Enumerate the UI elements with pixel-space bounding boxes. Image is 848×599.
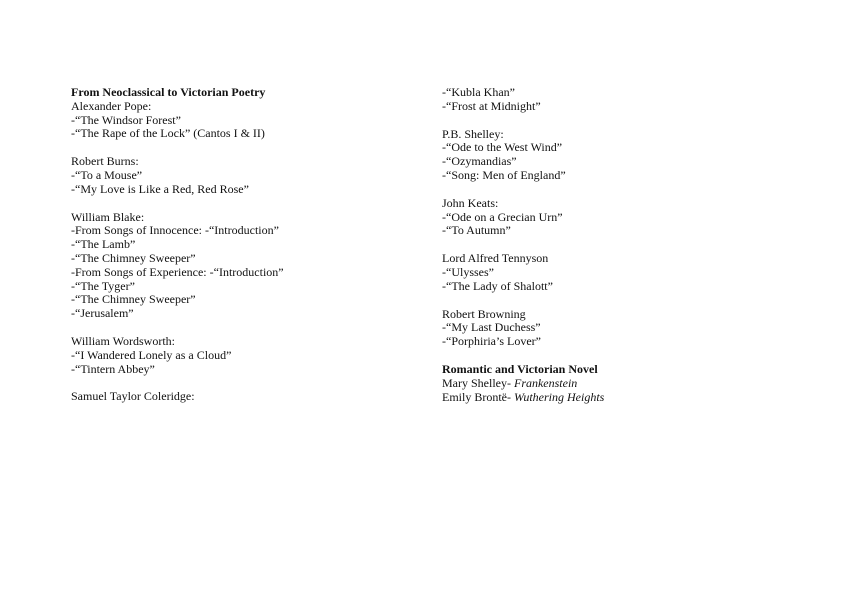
work-item: -“Jerusalem” — [71, 306, 134, 321]
novel-section — [442, 363, 772, 404]
author-shelley: P.B. Shelley: — [442, 126, 504, 141]
right-column — [442, 86, 772, 418]
work-item: -“The Windsor Forest” — [71, 112, 181, 127]
author-tennyson: Lord Alfred Tennyson — [442, 251, 549, 266]
author-burns: Robert Burns: — [71, 154, 139, 169]
work-item: -“The Rape of the Lock” (Cantos I & II) — [71, 126, 265, 141]
coleridge-works-continued — [442, 86, 772, 114]
work-item: -“My Last Duchess” — [442, 320, 541, 335]
novel-author: Mary Shelley- — [442, 375, 514, 390]
poetry-section-neoclassical — [71, 86, 401, 141]
work-item: -“My Love is Like a Red, Red Rose” — [71, 181, 249, 196]
work-item: -“The Chimney Sweeper” — [71, 250, 196, 265]
author-pope: Alexander Pope: — [71, 98, 152, 113]
author-coleridge: Samuel Taylor Coleridge: — [71, 389, 195, 404]
author-blake: William Blake: — [71, 209, 145, 224]
work-item: -“Ode on a Grecian Urn” — [442, 209, 563, 224]
work-item: -“Tintern Abbey” — [71, 361, 155, 376]
left-column — [71, 86, 401, 418]
work-item: -From Songs of Innocence: -“Introduction” — [71, 223, 279, 238]
work-item: -“Frost at Midnight” — [442, 98, 541, 113]
work-item: -“Porphiria’s Lover” — [442, 334, 541, 349]
work-item: -“The Lady of Shalott” — [442, 278, 553, 293]
work-item: -“I Wandered Lonely as a Cloud” — [71, 347, 232, 362]
author-block-wordsworth — [71, 335, 401, 376]
author-block-keats — [442, 197, 772, 238]
work-item: -“To a Mouse” — [71, 167, 143, 182]
novel-title: Wuthering Heights — [514, 389, 605, 404]
author-browning: Robert Browning — [442, 306, 526, 321]
novel-title: Frankenstein — [513, 375, 578, 390]
work-item: -“To Autumn” — [442, 223, 511, 238]
work-item: -“Song: Men of England” — [442, 167, 566, 182]
work-item: -“The Lamb” — [71, 237, 136, 252]
author-block-browning — [442, 308, 772, 349]
author-block-burns — [71, 155, 401, 196]
author-wordsworth: William Wordsworth: — [71, 333, 175, 348]
author-block-shelley — [442, 128, 772, 183]
novel-author: Emily Brontë- — [442, 389, 514, 404]
work-item: -“Ozymandias” — [442, 154, 517, 169]
section-heading-novel: Romantic and Victorian Novel — [442, 361, 598, 376]
work-item: -“Ulysses” — [442, 264, 494, 279]
author-block-tennyson — [442, 252, 772, 293]
author-keats: John Keats: — [442, 195, 499, 210]
author-block-coleridge — [71, 390, 401, 404]
work-item: -From Songs of Experience: -“Introduction” — [71, 264, 284, 279]
novel-entry — [442, 377, 772, 391]
work-item: -“The Tyger” — [71, 278, 135, 293]
author-block-blake — [71, 211, 401, 321]
section-heading-poetry: From Neoclassical to Victorian Poetry — [71, 85, 266, 99]
work-item: -“The Chimney Sweeper” — [71, 292, 196, 307]
work-item: -“Kubla Khan” — [442, 85, 515, 99]
work-item: -“Ode to the West Wind” — [442, 140, 563, 155]
novel-entry — [442, 391, 772, 405]
